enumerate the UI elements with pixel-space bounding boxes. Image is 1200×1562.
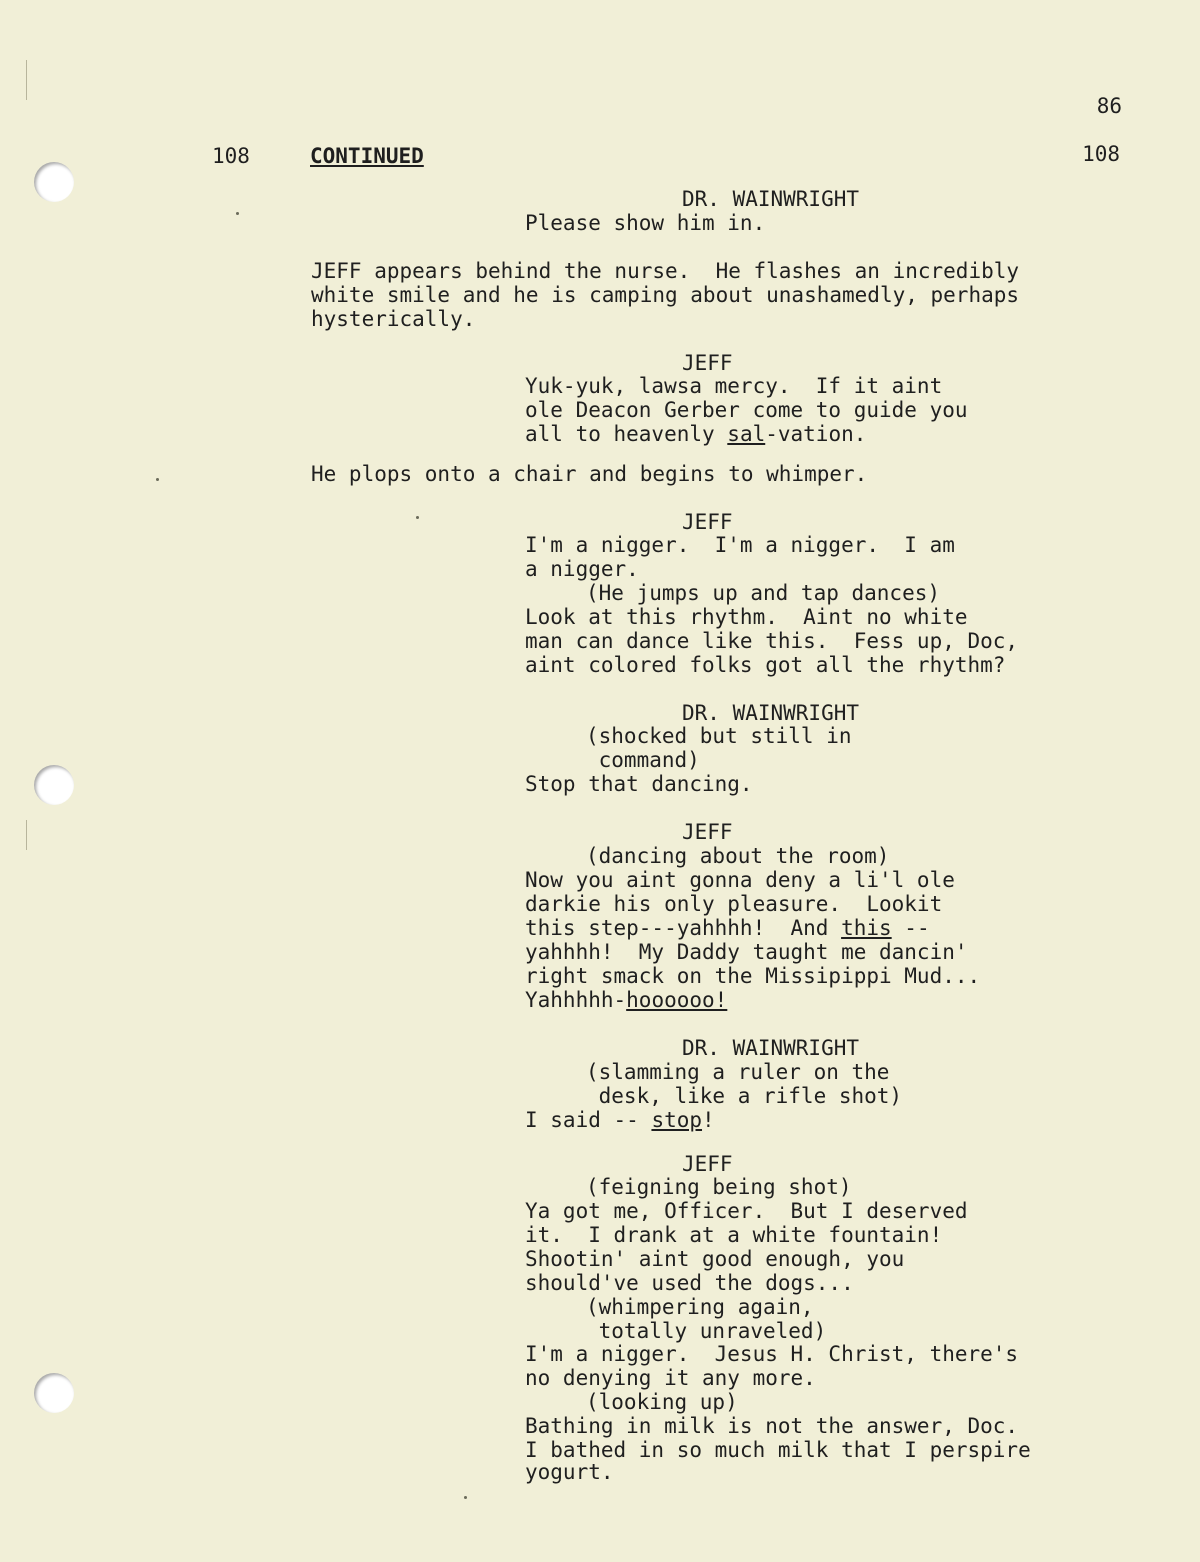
character-cue: DR. WAINWRIGHT <box>682 187 860 211</box>
dialogue-line: Stop that dancing. <box>525 772 753 796</box>
parenthetical: desk, like a rifle shot) <box>586 1084 903 1108</box>
dialogue-line: Yuk-yuk, lawsa mercy. If it aint <box>525 374 943 398</box>
scene-number-right: 108 <box>1082 142 1120 166</box>
character-cue: JEFF <box>682 351 733 375</box>
dialogue-line: Now you aint gonna deny a li'l ole <box>525 868 955 892</box>
dialogue-line: darkie his only pleasure. Lookit <box>525 892 943 916</box>
character-cue: JEFF <box>682 820 733 844</box>
parenthetical: (dancing about the room) <box>586 844 890 868</box>
dialogue-line: right smack on the Missipippi Mud... <box>525 964 981 988</box>
character-cue: DR. WAINWRIGHT <box>682 1036 860 1060</box>
page-number: 86 <box>1096 94 1122 118</box>
dialogue-line: this step---yahhhh! And this -- <box>525 916 930 940</box>
dialogue-line: aint colored folks got all the rhythm? <box>525 653 1006 677</box>
parenthetical: (whimpering again, <box>586 1295 814 1319</box>
action-line: JEFF appears behind the nurse. He flashes an incredibly <box>311 259 1020 283</box>
dialogue-line: I bathed in so much milk that I perspire <box>525 1438 1031 1462</box>
binder-hole <box>34 765 74 805</box>
action-line: hysterically. <box>311 307 476 331</box>
dialogue-line: Look at this rhythm. Aint no white <box>525 605 968 629</box>
dialogue-line: yogurt. <box>525 1460 614 1484</box>
scene-number-left: 108 <box>212 144 250 168</box>
binder-hole <box>34 162 74 202</box>
dialogue-line: a nigger. <box>525 557 639 581</box>
character-cue: DR. WAINWRIGHT <box>682 701 860 725</box>
parenthetical: (He jumps up and tap dances) <box>586 581 941 605</box>
dialogue-line: yahhhh! My Daddy taught me dancin' <box>525 940 968 964</box>
scene-heading: CONTINUED <box>310 144 424 168</box>
parenthetical: command) <box>586 748 700 772</box>
parenthetical: totally unraveled) <box>586 1319 827 1343</box>
paper-speck <box>156 478 159 481</box>
character-cue: JEFF <box>682 1152 733 1176</box>
dialogue-line: Bathing in milk is not the answer, Doc. <box>525 1414 1019 1438</box>
binder-hole <box>34 1373 74 1413</box>
parenthetical: (looking up) <box>586 1390 738 1414</box>
paper-speck <box>464 1496 467 1499</box>
paper-speck <box>416 516 419 519</box>
paper-edge-mark <box>26 60 27 100</box>
paper-edge-mark <box>26 820 27 850</box>
dialogue-line: I said -- stop! <box>525 1108 715 1132</box>
dialogue-line: Please show him in. <box>525 211 766 235</box>
dialogue-line: ole Deacon Gerber come to guide you <box>525 398 968 422</box>
character-cue: JEFF <box>682 510 733 534</box>
action-line: He plops onto a chair and begins to whimper. <box>311 462 868 486</box>
dialogue-line: Shootin' aint good enough, you <box>525 1247 905 1271</box>
parenthetical: (feigning being shot) <box>586 1175 852 1199</box>
dialogue-line: I'm a nigger. Jesus H. Christ, there's <box>525 1342 1019 1366</box>
parenthetical: (shocked but still in <box>586 724 852 748</box>
paper-speck <box>236 212 239 215</box>
dialogue-line: it. I drank at a white fountain! <box>525 1223 943 1247</box>
dialogue-line: man can dance like this. Fess up, Doc, <box>525 629 1019 653</box>
dialogue-line: should've used the dogs... <box>525 1271 854 1295</box>
action-line: white smile and he is camping about unashamedly, perhaps <box>311 283 1020 307</box>
parenthetical: (slamming a ruler on the <box>586 1060 890 1084</box>
dialogue-line: all to heavenly sal-vation. <box>525 422 867 446</box>
dialogue-line: I'm a nigger. I'm a nigger. I am <box>525 533 955 557</box>
dialogue-line: no denying it any more. <box>525 1366 816 1390</box>
dialogue-line: Yahhhhh-hoooooo! <box>525 988 728 1012</box>
dialogue-line: Ya got me, Officer. But I deserved <box>525 1199 968 1223</box>
